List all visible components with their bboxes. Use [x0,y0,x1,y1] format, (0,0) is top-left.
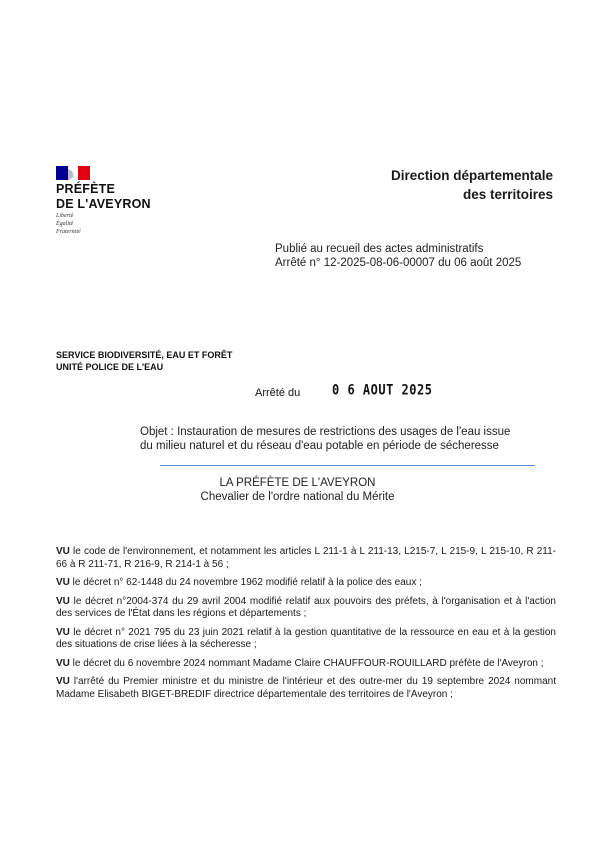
prefet-line-2: Chevalier de l'ordre national du Mérite [200,491,395,503]
service-heading [56,349,232,373]
visa-text: le décret n° 2021 795 du 23 juin 2021 relatif à la gestion quantitative de la ressource en eau et à la gestion des situations de crise liées à la sécheresse ; [56,626,556,650]
vu-keyword: VU [56,595,70,607]
objet-line-2: du milieu naturel et du réseau d'eau potable en période de sécheresse [140,440,499,452]
visa-item [56,658,556,671]
publication-line-1: Publié au recueil des actes administratifs [275,243,484,255]
objet-block [140,425,540,453]
visa-item [56,676,556,701]
prefet-line-1: LA PRÉFÈTE DE L'AVEYRON [219,477,376,489]
vu-keyword: VU [56,546,70,557]
publication-line-2: Arrêté n° 12-2025-08-06-00007 du 06 août 2025 [275,257,522,269]
motto-fraternite: Fraternité [56,229,81,235]
visa-text: le décret du 6 novembre 2024 nommant Madame Claire CHAUFFOUR-ROUILLARD préfète de l'Aveyron ; [69,657,544,669]
visa-item [56,577,556,590]
service-line-2: UNITÉ POLICE DE L'EAU [56,362,164,372]
objet-line-1: Objet : Instauration de mesures de restrictions des usages de l'eau issue [140,426,511,438]
vu-keyword: VU [56,577,70,588]
date-stamp: 0 6 AOUT 2025 [332,381,433,399]
visa-text: le code de l'environnement, et notamment les articles L 211-1 à L 211-13, L215-7, L 215-9, L 215-10, R 211-66 à R 211-71, R 216-9, R 214-1 à 56 ; [56,546,556,570]
publication-notice [275,242,521,270]
visas-list [56,546,556,707]
republic-motto [56,212,81,236]
visa-text: le décret n°2004-374 du 29 avril 2004 modifié relatif aux pouvoirs des préfets, à l'organisation et à l'action des services de l'État dans les régions et départements ; [56,595,556,619]
motto-liberte: Liberté [56,213,74,219]
vu-keyword: VU [56,657,70,669]
visa-item [56,627,556,652]
direction-title [391,166,553,204]
service-line-1: SERVICE BIODIVERSITÉ, EAU ET FORÊT [56,350,233,360]
direction-line-1: Direction départementale [390,168,553,183]
vu-keyword: VU [56,676,70,687]
arrete-label: Arrêté du [255,387,301,399]
prefecture-logo-text [56,182,151,212]
vu-keyword: VU [56,626,70,638]
direction-line-2: des territoires [462,187,553,202]
visa-text: l'arrêté du Premier ministre et du ministre de l'intérieur et des outre-mer du 19 septembre 2024 nommant Madame Elisabeth BIGET-BREDIF directrice départementale des territoires de l'Aveyron ; [56,676,556,700]
logo-line-2: DE L'AVEYRON [56,197,151,211]
visa-text: le décret n° 62-1448 du 24 novembre 1962 modifié relatif à la police des eaux ; [69,577,422,588]
separator-line [160,465,535,466]
marianne-logo-icon [56,166,90,180]
motto-egalite: Égalité [56,221,74,227]
prefet-heading [0,476,595,504]
visa-item [56,546,556,571]
visa-item [56,596,556,621]
logo-line-1: PRÉFÈTE [56,182,116,196]
